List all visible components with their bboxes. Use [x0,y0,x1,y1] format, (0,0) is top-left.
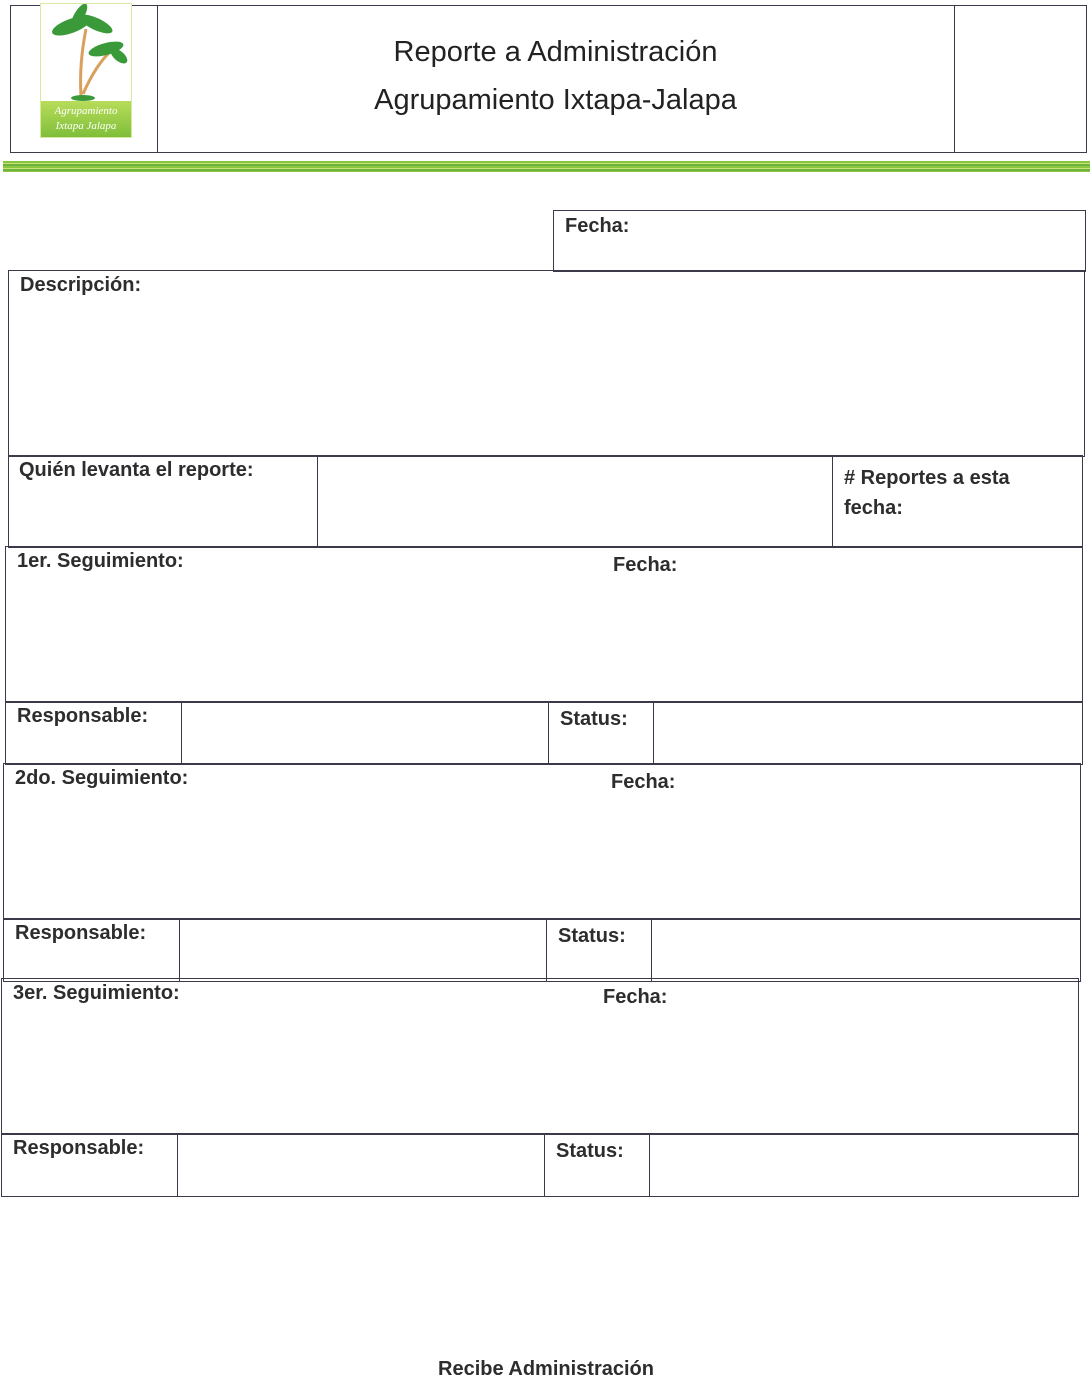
responsable-3-label: Responsable: [13,1137,145,1159]
status-2-label: Status: [558,925,626,947]
responsable-1-input[interactable] [181,701,549,765]
seguimiento-2-fecha-label: Fecha: [611,771,676,793]
status-1-input[interactable] [653,701,1083,765]
status-2-input[interactable] [651,918,1081,982]
recibe-administracion: Recibe Administración [438,1358,654,1380]
status-3-label: Status: [556,1140,624,1162]
header-box [10,5,1087,153]
palm-tree-logo [40,3,132,138]
seguimiento-3-label: 3er. Seguimiento: [13,982,180,1004]
responsable-2-input[interactable] [179,918,547,982]
seguimiento-1-fecha-label: Fecha: [613,554,678,576]
descripcion-field[interactable] [8,270,1085,457]
title-line1: Reporte a Administración [393,36,718,68]
status-1-label: Status: [560,708,628,730]
fecha-label: Fecha: [565,215,630,237]
header-right-cell [954,5,1087,153]
logo-text-line1: Agrupamiento [54,105,118,117]
logo-text [41,101,131,137]
seguimiento-1-label: 1er. Seguimiento: [17,550,184,572]
fecha-field[interactable] [553,210,1086,272]
palm-tree-icon [41,4,131,101]
logo-text-line2: Ixtapa Jalapa [55,120,117,132]
seguimiento-3-fecha-label: Fecha: [603,986,668,1008]
responsable-3-input[interactable] [177,1133,545,1197]
num-reportes-label: # Reportes a esta fecha: [844,467,1010,519]
quien-input[interactable] [317,455,833,548]
status-3-input[interactable] [649,1133,1079,1197]
responsable-1-label: Responsable: [17,705,149,727]
seguimiento-2-label: 2do. Seguimiento: [15,767,189,789]
green-divider [3,161,1090,172]
descripcion-label: Descripción: [20,274,142,296]
responsable-2-label: Responsable: [15,922,147,944]
title-line2: Agrupamiento Ixtapa-Jalapa [374,84,737,116]
quien-label: Quién levanta el reporte: [19,459,254,481]
